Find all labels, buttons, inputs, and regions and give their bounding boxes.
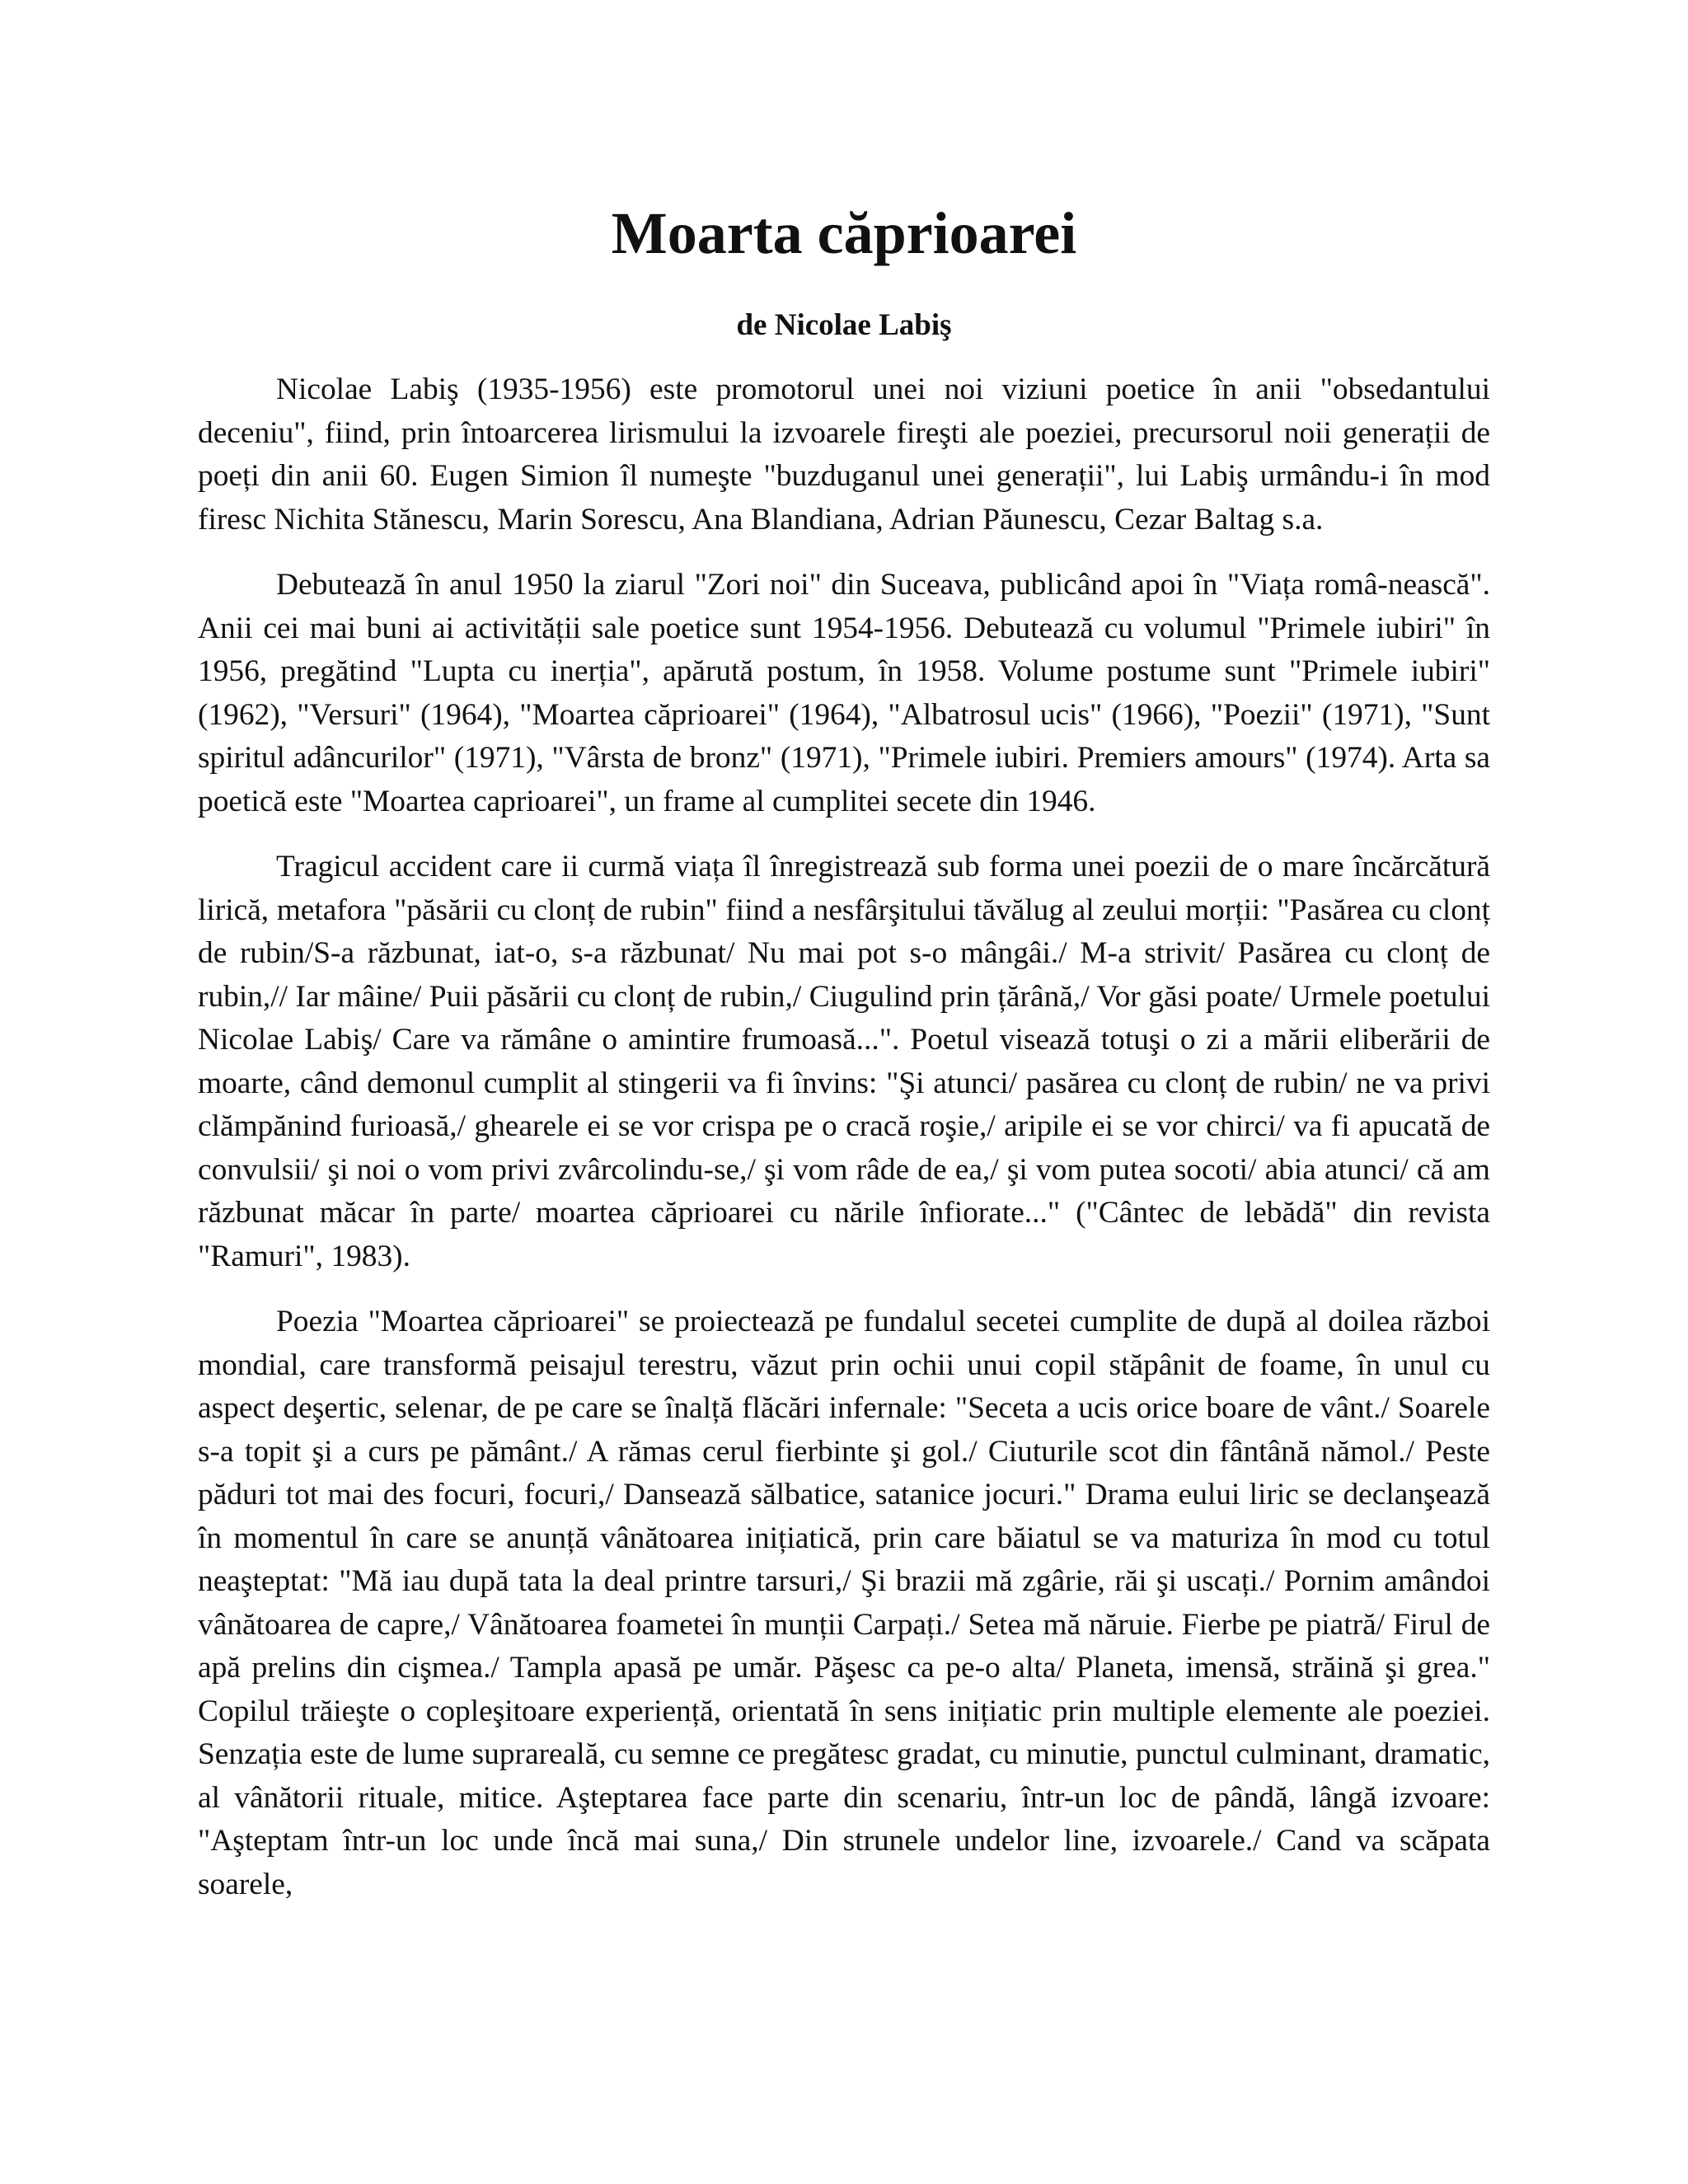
document-body: [198, 368, 1490, 1929]
paragraph-accident: Tragicul accident care ii curmă viața îl înregistrează sub forma unei poezii de o mare încărcătură lirică, metafora "păsării cu clonț de rubin" fiind a nesfârşitului tăvălug al zeului morții: "Pasărea cu clonț de rubin/S-a răzbunat, iat-o, s-a răzbunat/ Nu mai pot s-o mângâi./ M-a strivit/ Pasărea cu clonț de rubin,// Iar mâine/ Puii păsării cu clonț de rubin,/ Ciugulind prin țărână,/ Vor găsi poate/ Urmele poetului Nicolae Labiş/ Care va rămâne o amintire frumoasă...". Poetul visează totuşi o zi a mării eliberării de moarte, când demonul cumplit al stingerii va fi învins: "Şi atunci/ pasărea cu clonț de rubin/ ne va privi clămpănind furioasă,/ ghearele ei se vor crispa pe o cracă roşie,/ aripile ei se vor chirci/ va fi apucată de convulsii/ şi noi o vom privi zvârcolindu-se,/ şi vom râde de ea,/ şi vom putea socoti/ abia atunci/ că am răzbunat măcar în parte/ moartea căprioarei cu nările înfiorate..." ("Cântec de lebădă" din revista "Ramuri", 1983).: [198, 850, 1490, 1273]
paragraph-debut: Debutează în anul 1950 la ziarul "Zori noi" din Suceava, publicând apoi în "Viața româ-nească". Anii cei mai buni ai activității sale poetice sunt 1954-1956. Debutează cu volumul "Primele iubiri" în 1956, pregătind "Lupta cu inerția", apărută postum, în 1958. Volume postume sunt "Primele iubiri" (1962), "Versuri" (1964), "Moartea căprioarei" (1964), "Albatrosul ucis" (1966), "Poezii" (1971), "Sunt spiritul adâncurilor" (1971), "Vârsta de bronz" (1971), "Primele iubiri. Premiers amours" (1974). Arta sa poetică este "Moartea caprioarei", un frame al cumplitei secete din 1946.: [198, 568, 1490, 818]
document-author: de Nicolae Labiş: [736, 308, 952, 342]
paragraph-intro: Nicolae Labiş (1935-1956) este promotorul unei noi viziuni poetice în anii "obsedantului deceniu", fiind, prin întoarcerea lirismului la izvoarele fireşti ale poeziei, precursorul noii generații de poeți din anii 60. Eugen Simion îl numeşte "buzduganul unei generații", lui Labiş urmându-i în mod firesc Nichita Stănescu, Marin Sorescu, Ana Blandiana, Adrian Păunescu, Cezar Baltag s.a.: [198, 373, 1490, 537]
paragraph-poem-analysis: Poezia "Moartea căprioarei" se proiectează pe fundalul secetei cumplite de după al doilea război mondial, care transformă peisajul terestru, văzut prin ochii unui copil stăpânit de foame, în unul cu aspect deşertic, selenar, de pe care se înalță flăcări infernale: "Seceta a ucis orice boare de vânt./ Soarele s-a topit şi a curs pe pământ./ A rămas cerul fierbinte şi gol./ Ciuturile scot din fântână nămol./ Peste păduri tot mai des focuri, focuri,/ Dansează sălbatice, satanice jocuri." Drama eului liric se declanşează în momentul în care se anunță vânătoarea inițiatică, prin care băiatul se va maturiza în mod cu totul neaşteptat: "Mă iau după tata la deal printre tarsuri,/ Şi brazii mă zgârie, răi şi uscați./ Pornim amândoi vânătoarea de capre,/ Vânătoarea foametei în munții Carpați./ Setea mă năruie. Fierbe pe piatră/ Firul de apă prelins din cişmea./ Tampla apasă pe umăr. Păşesc ca pe-o alta/ Planeta, imensă, străină şi grea." Copilul trăieşte o copleşitoare experiență, orientată în sens inițiatic prin multiple elemente ale poeziei. Senzația este de lume suprareală, cu semne ce pregătesc gradat, cu minutie, punctul culminant, dramatic, al vânătorii rituale, mitice. Aşteptarea face parte din scenariu, într-un loc de pândă, lângă izvoare: "Aşteptam într-un loc unde încă mai suna,/ Din strunele undelor line, izvoarele./ Cand va scăpata soarele,: [198, 1305, 1490, 1901]
document-title: Moarta căprioarei: [611, 200, 1077, 266]
